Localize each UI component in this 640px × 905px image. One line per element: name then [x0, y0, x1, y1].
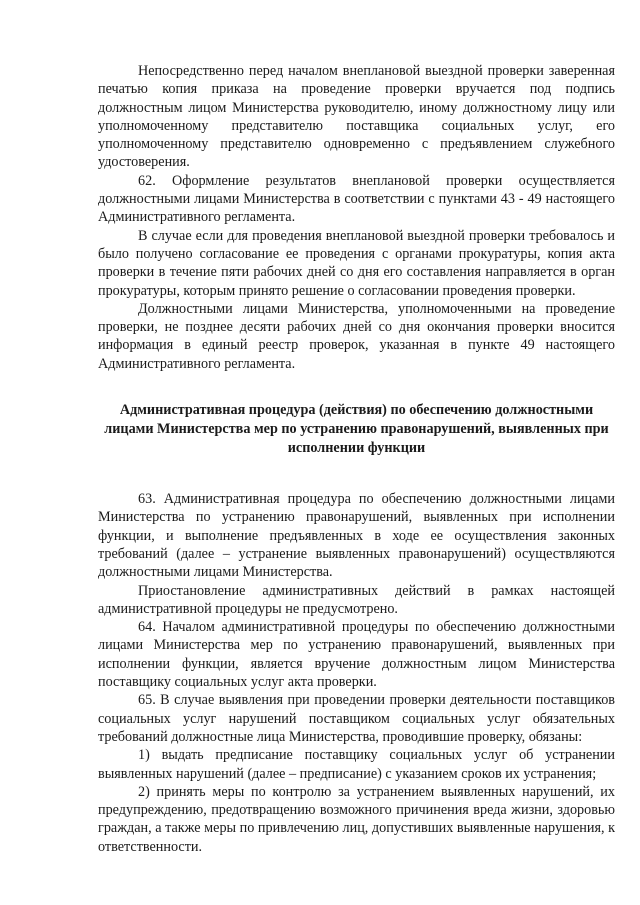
- paragraph-handover-order: Непосредственно перед началом внеплановой выездной проверки заверенная печатью копия приказа на проведение проверки вручается под подпись должностным лицом Министерства руководителю, иному должностному лицу или уполномоченному представителю поставщика социальных услуг, его уполномоченному представителю одновременно с предъявлением служебного удостоверения.: [98, 63, 615, 171]
- paragraph-prosecutor-approval: В случае если для проведения внеплановой выездной проверки требовалось и было получено согласование ее проведения с органами прокуратуры, копия акта проверки в течение пяти рабочих дней со дня его составления направляется в орган прокуратуры, которым принято решение о согласовании проведения проверки.: [98, 227, 615, 299]
- paragraph-65: 65. В случае выявления при проведении проверки деятельности поставщиков социальных услуг нарушений поставщиком социальных услуг обязательных требований должностные лица Министерства, проводившие проверку, обязаны:: [98, 692, 615, 745]
- paragraph-registry-entry: Должностными лицами Министерства, уполномоченными на проведение проверки, не позднее десяти рабочих дней со дня окончания проверки вносится информация в единый реестр проверок, указанная в пункте 49 настоящего Административного регламента.: [98, 300, 615, 372]
- section-heading: Административная процедура (действия) по обеспечению должностными лицами Министерства мер по устранению правонарушений, выявленных при исполнении функции: [104, 402, 609, 457]
- paragraph-63: 63. Административная процедура по обеспечению должностными лицами Министерства по устранению правонарушений, выявленных при исполнении функции, и выполнение предъявленных в ходе ее осуществления законных требований (далее – устранение выявленных правонарушений) осуществляются должностными лицами Министерства.: [98, 491, 615, 581]
- paragraph-64: 64. Началом административной процедуры по обеспечению должностными лицами Министерства мер по устранению правонарушений, выявленных при исполнении функции, является вручение должностным лицом Министерства поставщику социальных услуг акта проверки.: [98, 619, 615, 691]
- paragraph-suspension: Приостановление административных действий в рамках настоящей административной процедуры не предусмотрено.: [98, 582, 615, 617]
- paragraph-62: 62. Оформление результатов внеплановой проверки осуществляется должностными лицами Министерства в соответствии с пунктами 43 - 49 настоящего Административного регламента.: [98, 172, 615, 226]
- list-item-1: 1) выдать предписание поставщику социальных услуг об устранении выявленных нарушений (далее – предписание) с указанием сроков их устранения;: [98, 747, 615, 782]
- document-page: [98, 62, 615, 856]
- list-item-2: 2) принять меры по контролю за устранением выявленных нарушений, их предупреждению, предотвращению возможного причинения вреда жизни, здоровью граждан, а также меры по привлечению лиц, допустивших выявленные нарушения, к ответственности.: [98, 783, 615, 855]
